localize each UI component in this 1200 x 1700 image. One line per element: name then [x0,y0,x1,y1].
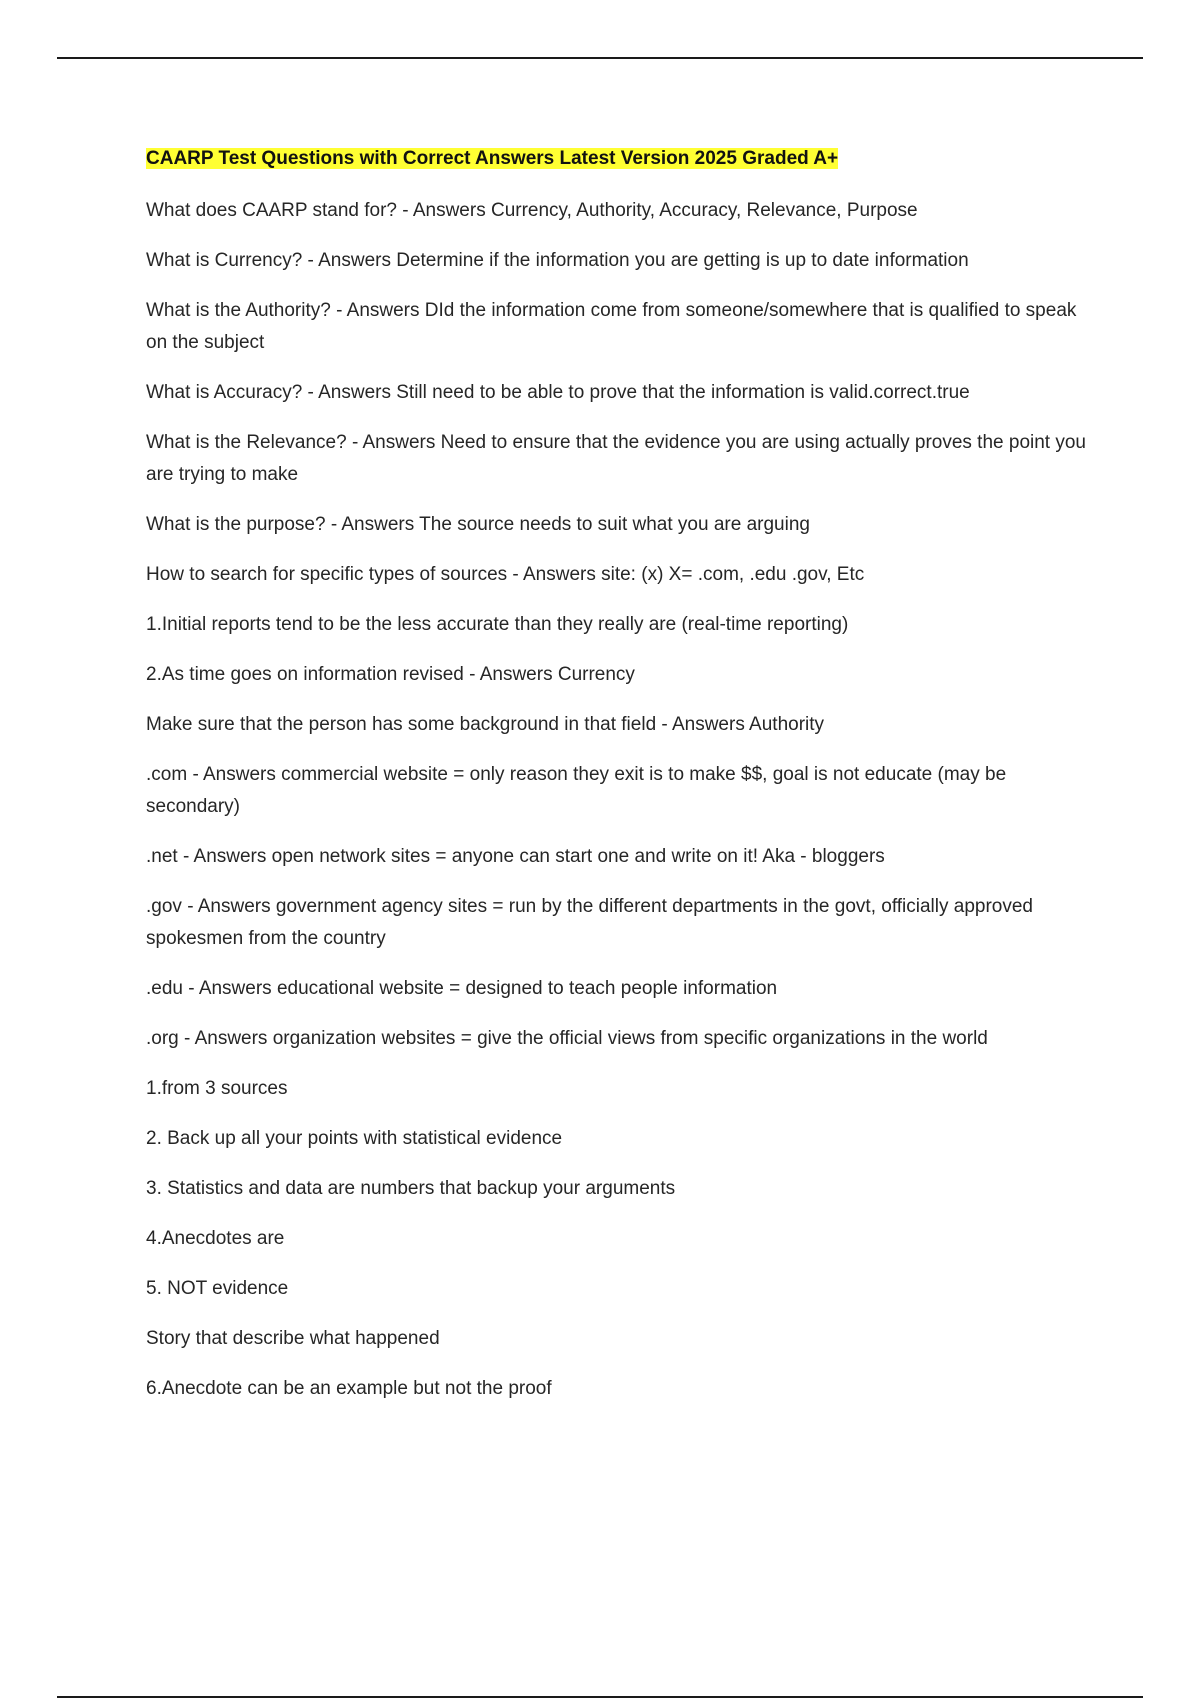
paragraph: What is the Authority? - Answers DId the information come from someone/somewhere that is qualified to speak on the subject [146,300,1077,353]
footer-rule [57,1696,1143,1698]
paragraph: 5. NOT evidence [146,1278,289,1299]
paragraph: What is the Relevance? - Answers Need to ensure that the evidence you are using actually proves the point you are trying to make [146,432,1086,485]
paragraph: 4.Anecdotes are [146,1228,285,1249]
paragraph: Make sure that the person has some background in that field - Answers Authority [146,714,825,735]
paragraph: What is the purpose? - Answers The source needs to suit what you are arguing [146,514,810,535]
document-body [146,143,1091,1423]
paragraph: What does CAARP stand for? - Answers Currency, Authority, Accuracy, Relevance, Purpose [146,200,918,221]
document-title: CAARP Test Questions with Correct Answers Latest Version 2025 Graded A+ [146,148,839,169]
paragraph: .edu - Answers educational website = designed to teach people information [146,978,778,999]
paragraph: 6.Anecdote can be an example but not the proof [146,1378,552,1399]
paragraph: .org - Answers organization websites = give the official views from specific organizations in the world [146,1028,988,1049]
header-rule [57,57,1143,59]
paragraph: .com - Answers commercial website = only reason they exit is to make $$, goal is not educate (may be secondary) [146,764,1007,817]
paragraph: .gov - Answers government agency sites = run by the different departments in the govt, officially approved spokesmen from the country [146,896,1033,949]
paragraph: 1.from 3 sources [146,1078,288,1099]
paragraph: 2.As time goes on information revised - Answers Currency [146,664,635,685]
paragraph: What is Accuracy? - Answers Still need to be able to prove that the information is valid.correct.true [146,382,970,403]
paragraph: 1.Initial reports tend to be the less accurate than they really are (real-time reporting) [146,614,849,635]
paragraph: 3. Statistics and data are numbers that backup your arguments [146,1178,676,1199]
paragraph: 2. Back up all your points with statistical evidence [146,1128,563,1149]
paragraph: How to search for specific types of sources - Answers site: (x) X= .com, .edu .gov, Etc [146,564,865,585]
paragraph: Story that describe what happened [146,1328,440,1349]
paragraph: What is Currency? - Answers Determine if the information you are getting is up to date information [146,250,969,271]
paragraph: .net - Answers open network sites = anyone can start one and write on it! Aka - bloggers [146,846,885,867]
